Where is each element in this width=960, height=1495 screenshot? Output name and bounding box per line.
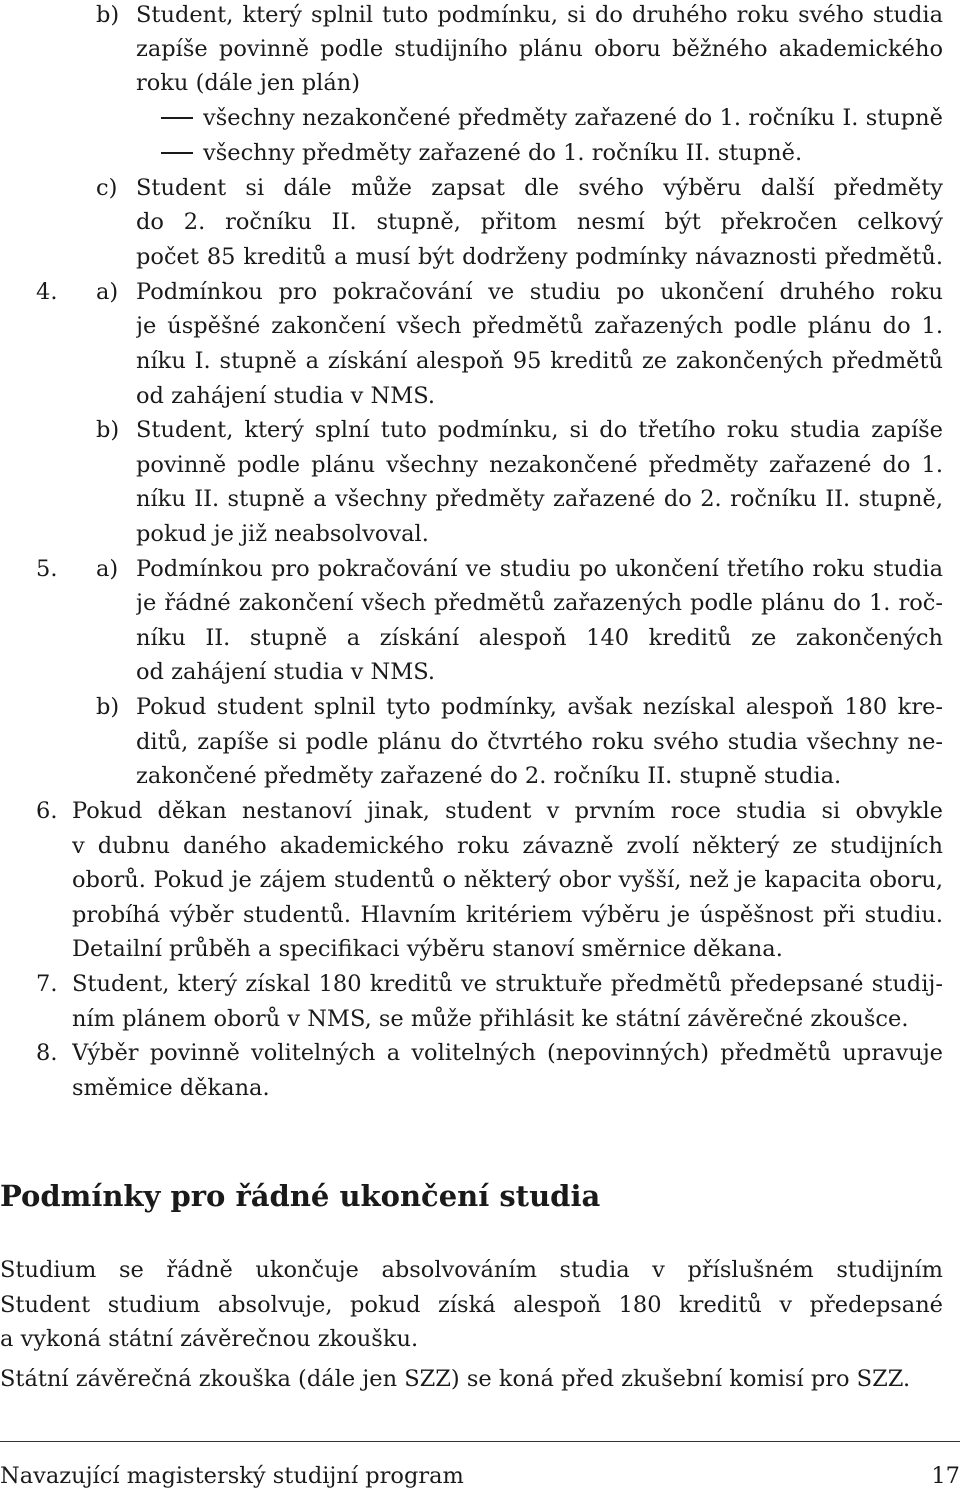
list-marker: b)	[96, 2, 120, 28]
list-marker: b)	[96, 694, 120, 720]
text-line: Výběr povinně volitelných a volitelných (nepovinných) předmětů upravuje	[72, 1040, 943, 1066]
text-line: zapíše povinně podle studijního plánu oboru běžného akademického	[136, 36, 943, 62]
text-line: je řádné zakončení všech předmětů zařazených podle plánu do 1. roč-	[136, 590, 943, 616]
list-marker: 8.	[36, 1040, 58, 1066]
list-marker: a)	[96, 279, 119, 305]
text-line: roku (dále jen plán)	[136, 70, 361, 96]
list-marker: 5.	[36, 556, 58, 582]
list-marker: 6.	[36, 798, 58, 824]
text-line: od zahájení studia v NMS.	[136, 659, 436, 685]
text-line: Student, který splnil tuto podmínku, si do druhého roku svého studia	[136, 2, 943, 28]
text-line: Student, který splní tuto podmínku, si do třetího roku studia zapíše	[136, 417, 943, 443]
paragraph-line: Student studium absolvuje, pokud získá alespoň 180 kreditů v předepsané	[0, 1292, 943, 1318]
text-line: níku II. stupně a všechny předměty zařazené do 2. ročníku II. stupně,	[136, 486, 943, 512]
text-line: Student, který získal 180 kreditů ve struktuře předmětů předepsané studij-	[72, 971, 943, 997]
text-line: Detailní průběh a specifikaci výběru stanoví směrnice děkana.	[72, 936, 783, 962]
page-number: 17	[931, 1463, 960, 1489]
text-line: Pokud student splnil tyto podmínky, avšak nezískal alespoň 180 kre-	[136, 694, 943, 720]
paragraph-line: Státní závěrečná zkouška (dále jen SZZ) se koná před zkušební komisí pro SZZ.	[0, 1366, 911, 1392]
text-line: v dubnu daného akademického roku závazně zvolí některý ze studijních	[72, 833, 943, 859]
footer-title: Navazující magisterský studijní program	[0, 1463, 464, 1489]
paragraph-line: Studium se řádně ukončuje absolvováním studia v příslušném studijním	[0, 1257, 943, 1283]
list-marker: a)	[96, 556, 119, 582]
section-heading: Podmínky pro řádné ukončení studia	[0, 1179, 601, 1213]
text-line: níku I. stupně a získání alespoň 95 kreditů ze zakončených předmětů	[136, 348, 943, 374]
dash-bullet	[161, 152, 193, 154]
footer-rule	[0, 1441, 960, 1442]
text-line: Podmínkou pro pokračování ve studiu po ukončení druhého roku	[136, 279, 943, 305]
text-line: od zahájení studia v NMS.	[136, 383, 436, 409]
list-marker: b)	[96, 417, 120, 443]
text-line: pokud je již neabsolvoval.	[136, 521, 429, 547]
list-marker: 7.	[36, 971, 58, 997]
text-line: oborů. Pokud je zájem studentů o některý obor vyšší, než je kapacita oboru,	[72, 867, 943, 893]
text-line: ním plánem oborů v NMS, se může přihlásit ke státní závěrečné zkoušce.	[72, 1006, 909, 1032]
text-line: Student si dále může zapsat dle svého výběru další předměty	[136, 175, 943, 201]
text-line: probíhá výběr studentů. Hlavním kritériem výběru je úspěšnost při studiu.	[72, 902, 943, 928]
text-line: všechny předměty zařazené do 1. ročníku II. stupně.	[203, 140, 803, 166]
dash-bullet	[161, 117, 193, 119]
text-line: povinně podle plánu všechny nezakončené předměty zařazené do 1.	[136, 452, 943, 478]
text-line: Podmínkou pro pokračování ve studiu po ukončení třetího roku studia	[136, 556, 943, 582]
text-line: směmice děkana.	[72, 1075, 270, 1101]
text-line: ditů, zapíše si podle plánu do čtvrtého roku svého studia všechny ne-	[136, 729, 943, 755]
text-line: do 2. ročníku II. stupně, přitom nesmí být překročen celkový	[136, 209, 943, 235]
text-line: níku II. stupně a získání alespoň 140 kreditů ze zakončených	[136, 625, 943, 651]
text-line: je úspěšné zakončení všech předmětů zařazených podle plánu do 1.	[136, 313, 943, 339]
text-line: všechny nezakončené předměty zařazené do 1. ročníku I. stupně	[203, 105, 943, 131]
list-marker: 4.	[36, 279, 58, 305]
text-line: zakončené předměty zařazené do 2. ročníku II. stupně studia.	[136, 763, 842, 789]
paragraph-line: a vykoná státní závěrečnou zkoušku.	[0, 1326, 419, 1352]
list-marker: c)	[96, 175, 118, 201]
text-line: počet 85 kreditů a musí být dodrženy podmínky návaznosti předmětů.	[136, 244, 943, 270]
text-line: Pokud děkan nestanoví jinak, student v prvním roce studia si obvykle	[72, 798, 943, 824]
